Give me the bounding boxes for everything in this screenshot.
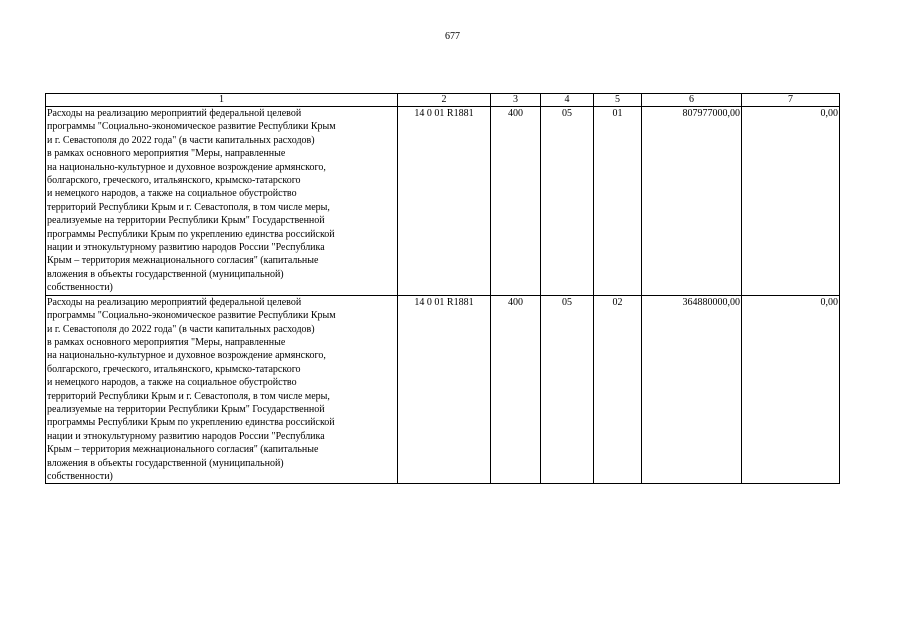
description-line: на национально-культурное и духовное возрождение армянского, [47,350,326,362]
description-line: болгарского, греческого, итальянского, крымско-татарского [47,363,301,375]
target-article-code: 14 0 01 R1881 [398,295,491,484]
description-line: на национально-культурное и духовное возрождение армянского, [47,161,326,173]
description-line: реализуемые на территории Республики Крым" Государственной [47,215,325,227]
description-line: реализуемые на территории Республики Крым" Государственной [47,403,325,415]
description-line: вложения в объекты государственной (муниципальной) [47,268,284,280]
subsection-code: 01 [594,107,642,296]
description-line: вложения в объекты государственной (муниципальной) [47,457,284,469]
description-line: Расходы на реализацию мероприятий федеральной целевой [47,108,302,119]
table-row [46,107,840,296]
expense-type-code: 400 [491,107,541,296]
description-line: программы Республики Крым по укреплению единства российской [47,228,335,240]
section-code: 05 [541,107,594,296]
column-header-3: 3 [491,94,541,107]
description-line: программы Республики Крым по укреплению единства российской [47,417,335,429]
amount-column-6: 364880000,00 [642,295,742,484]
description-line: болгарского, греческого, итальянского, крымско-татарского [47,175,301,187]
description-line: и г. Севастополя до 2022 года" (в части капитальных расходов) [47,134,315,146]
row-description [46,295,398,484]
description-line: нации и этнокультурному развитию народов России "Республика [47,430,325,442]
page-number: 677 [445,31,460,42]
table-row [46,295,840,484]
column-header-5: 5 [594,94,642,107]
header-row [46,94,840,107]
description-line: нации и этнокультурному развитию народов России "Республика [47,242,325,254]
description-line: в рамках основного мероприятия "Меры, направленные [47,336,286,348]
description-line: и г. Севастополя до 2022 года" (в части капитальных расходов) [47,323,315,335]
column-header-1: 1 [46,94,398,107]
description-line: Крым – территория межнационального согласия" (капитальные [47,255,319,267]
description-line: и немецкого народов, а также на социальное обустройство [47,188,297,200]
expense-type-code: 400 [491,295,541,484]
description-line: территорий Республики Крым и г. Севастополя, в том числе меры, [47,390,330,402]
amount-column-7: 0,00 [742,107,840,296]
row-description [46,107,398,296]
description-line: программы "Социально-экономическое развитие Республики Крым [47,121,336,133]
description-line: в рамках основного мероприятия "Меры, направленные [47,148,286,160]
amount-column-7: 0,00 [742,295,840,484]
target-article-code: 14 0 01 R1881 [398,107,491,296]
description-line: Расходы на реализацию мероприятий федеральной целевой [47,296,302,308]
subsection-code: 02 [594,295,642,484]
description-line: собственности) [47,470,113,482]
column-header-7: 7 [742,94,840,107]
description-line: Крым – территория межнационального согласия" (капитальные [47,444,319,456]
description-line: территорий Республики Крым и г. Севастополя, в том числе меры, [47,201,330,213]
section-code: 05 [541,295,594,484]
description-line: собственности) [47,282,113,294]
column-header-6: 6 [642,94,742,107]
budget-table [45,93,840,484]
amount-column-6: 807977000,00 [642,107,742,296]
description-line: и немецкого народов, а также на социальное обустройство [47,377,297,389]
column-header-4: 4 [541,94,594,107]
column-header-2: 2 [398,94,491,107]
description-line: программы "Социально-экономическое развитие Республики Крым [47,310,336,322]
